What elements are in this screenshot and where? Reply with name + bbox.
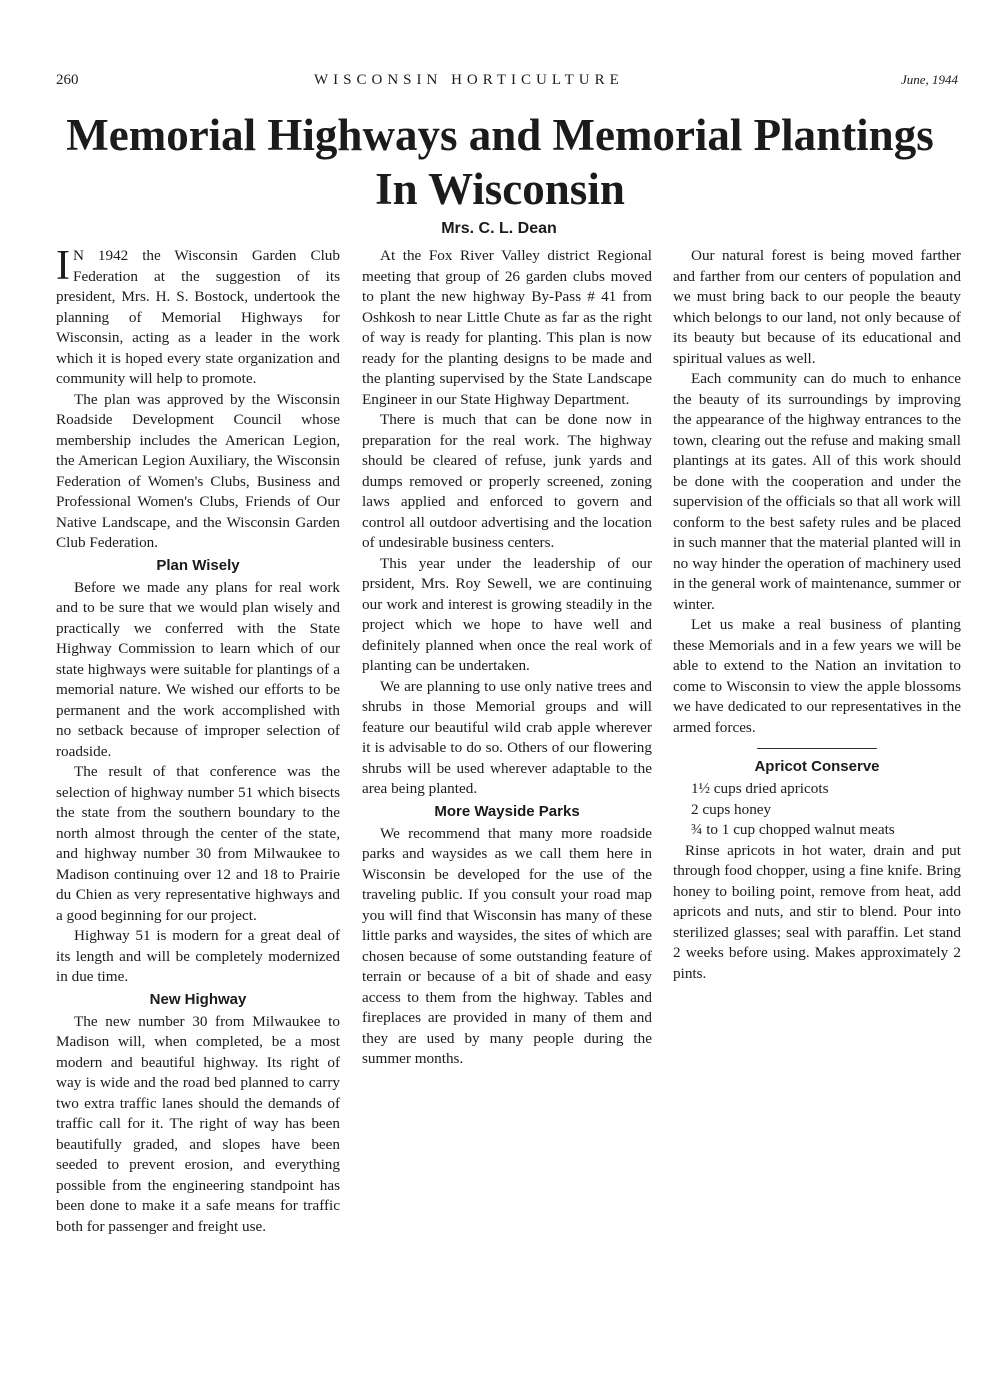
section-heading-wayside-parks: More Wayside Parks xyxy=(434,802,580,820)
running-header xyxy=(56,72,958,94)
paragraph: This year under the leadership of our prsident, Mrs. Roy Sewell, we are continuing our work and interest is growing steadily in the project which we hope to have well and definitely planned when once the real work of planting can be undertaken. xyxy=(362,554,652,674)
recipe-title: Apricot Conserve xyxy=(754,758,880,775)
column-1 xyxy=(56,243,340,1237)
paragraph: Before we made any plans for real work and to be sure that we would plan wisely and practically we conferred with the State Highway Commission to learn which of our state highways were suitable for plantings of a memorial nature. We wished our efforts to be permanent and the work accomplished with no setback because of improper selection of roadside. xyxy=(56,578,340,760)
drop-cap: I xyxy=(56,243,70,289)
paragraph: There is much that can be done now in preparation for the real work. The highway should be cleared of refuse, junk yards and dumps removed or properly screened, zoning laws applied and enforced to govern and control all outdoor advertising and the location of undesirable business centers. xyxy=(362,411,652,551)
title-line-2: In Wisconsin xyxy=(375,164,625,214)
paragraph: Highway 51 is modern for a great deal of its length and will be completely modernized in due time. xyxy=(56,927,340,985)
section-heading-new-highway: New Highway xyxy=(149,990,247,1008)
paragraph: We recommend that many more roadside parks and waysides as we call them here in Wisconsin be developed for the use of the traveling public. If you consult your road map you will find that Wisconsin has many of these little parks and waysides, the sites of which are chosen because of some outstanding feature of terrain or because of a bit of shade and easy access to them from the highway. Tables and fireplaces are provided in many of them and they are used by many people during the summer months. xyxy=(362,824,652,1067)
section-heading-plan-wisely: Plan Wisely xyxy=(156,556,240,574)
paragraph: At the Fox River Valley district Regional meeting that group of 26 garden clubs moved to plant the new highway By-Pass # 41 from Oshkosh to near Little Chute as far as the right of way is ready for planting. This plan is now ready for the planting designs to be made and the planting supervised by the State Landscape Engineer in our State Highway Department. xyxy=(362,247,652,408)
column-2 xyxy=(362,246,652,1070)
paragraph: The plan was approved by the Wisconsin Roadside Development Council whose membership includes the American Legion, the American Legion Auxiliary, the Wisconsin Federation of Women's Clubs, Business and Professional Women's Clubs, Friends of Our Native Landscape, and the Wisconsin Garden Club Federation. xyxy=(56,390,340,551)
column-3 xyxy=(673,246,961,984)
article-title xyxy=(20,108,980,216)
title-line-1: Memorial Highways and Memorial Plantings xyxy=(66,110,934,160)
issue-date: June, 1944 xyxy=(900,72,958,87)
author-byline: Mrs. C. L. Dean xyxy=(441,220,557,237)
paragraph: Each community can do much to enhance the beauty of its surroundings by improving the appearance of the highway entrances to the town, clearing out the refuse and making small plantings at its gates. All of this work should be done with the cooperation and under the supervision of the officials so that all work will conform to the best safety rules and be placed in such manner that the material planted will in no way hinder the operation of machinery used in the general work of maintenance, summer or winter. xyxy=(673,370,961,613)
page-number: 260 xyxy=(56,72,79,88)
recipe-directions: Rinse apricots in hot water, drain and put through food chopper, using a fine knife. Bring honey to boiling point, remove from heat, add apricots and nuts, and stir to blend. Pour into sterilized glasses; seal with paraffin. Let stand 2 weeks before using. Makes approximately 2 pints. xyxy=(673,841,961,982)
paragraph: The result of that conference was the selection of highway number 51 which bisects the state from the southern boundary to the north almost through the center of the state, and highway number 30 from Milwaukee to Madison continuing over 12 and 18 to Prairie du Chien as very representative highways and a good beginning for our project. xyxy=(56,763,340,924)
ingredient: 1½ cups dried apricots xyxy=(691,780,829,797)
ingredient: ¾ to 1 cup chopped walnut meats xyxy=(691,821,895,838)
paragraph: Our natural forest is being moved farther and farther from our centers of population and we must bring back to our people the beauty which belongs to our land, not only because of its beauty but because of its educational and spiritual values as well. xyxy=(673,247,961,367)
paragraph: I N 1942 the Wisconsin Garden Club Federation at the suggestion of its president, Mrs. H. S. Bostock, undertook the planning of Memorial Highways for Wisconsin, acting as a leader in the work which it is hoped every state organization and community will help to promote. xyxy=(56,243,340,387)
recipe-box xyxy=(673,757,961,984)
paragraph: We are planning to use only native trees and shrubs in those Memorial groups and will feature our beautiful wild crab apple wherever it is advisable to do so. Others of our flowering shrubs will be used wherever adaptable to the area being planted. xyxy=(362,677,652,797)
journal-title: WISCONSIN HORTICULTURE xyxy=(314,72,624,88)
ingredient: 2 cups honey xyxy=(691,800,772,818)
paragraph: The new number 30 from Milwaukee to Madison will, when completed, be a most modern and beautiful highway. Its right of way is wide and the road bed planned to carry two extra traffic lanes should the demands of traffic call for it. The right of way has been beautifully graded, and slopes have been seeded to prevent erosion, and everything possible from the engineering standpoint has been done to make it a safe means for traffic both for passenger and freight use. xyxy=(56,1012,340,1235)
paragraph: Let us make a real business of planting these Memorials and in a few years we will be able to extend to the Nation an invitation to come to Wisconsin to view the apple blossoms we have dedicated to our representatives in the armed forces. xyxy=(673,616,961,736)
divider xyxy=(757,748,877,749)
